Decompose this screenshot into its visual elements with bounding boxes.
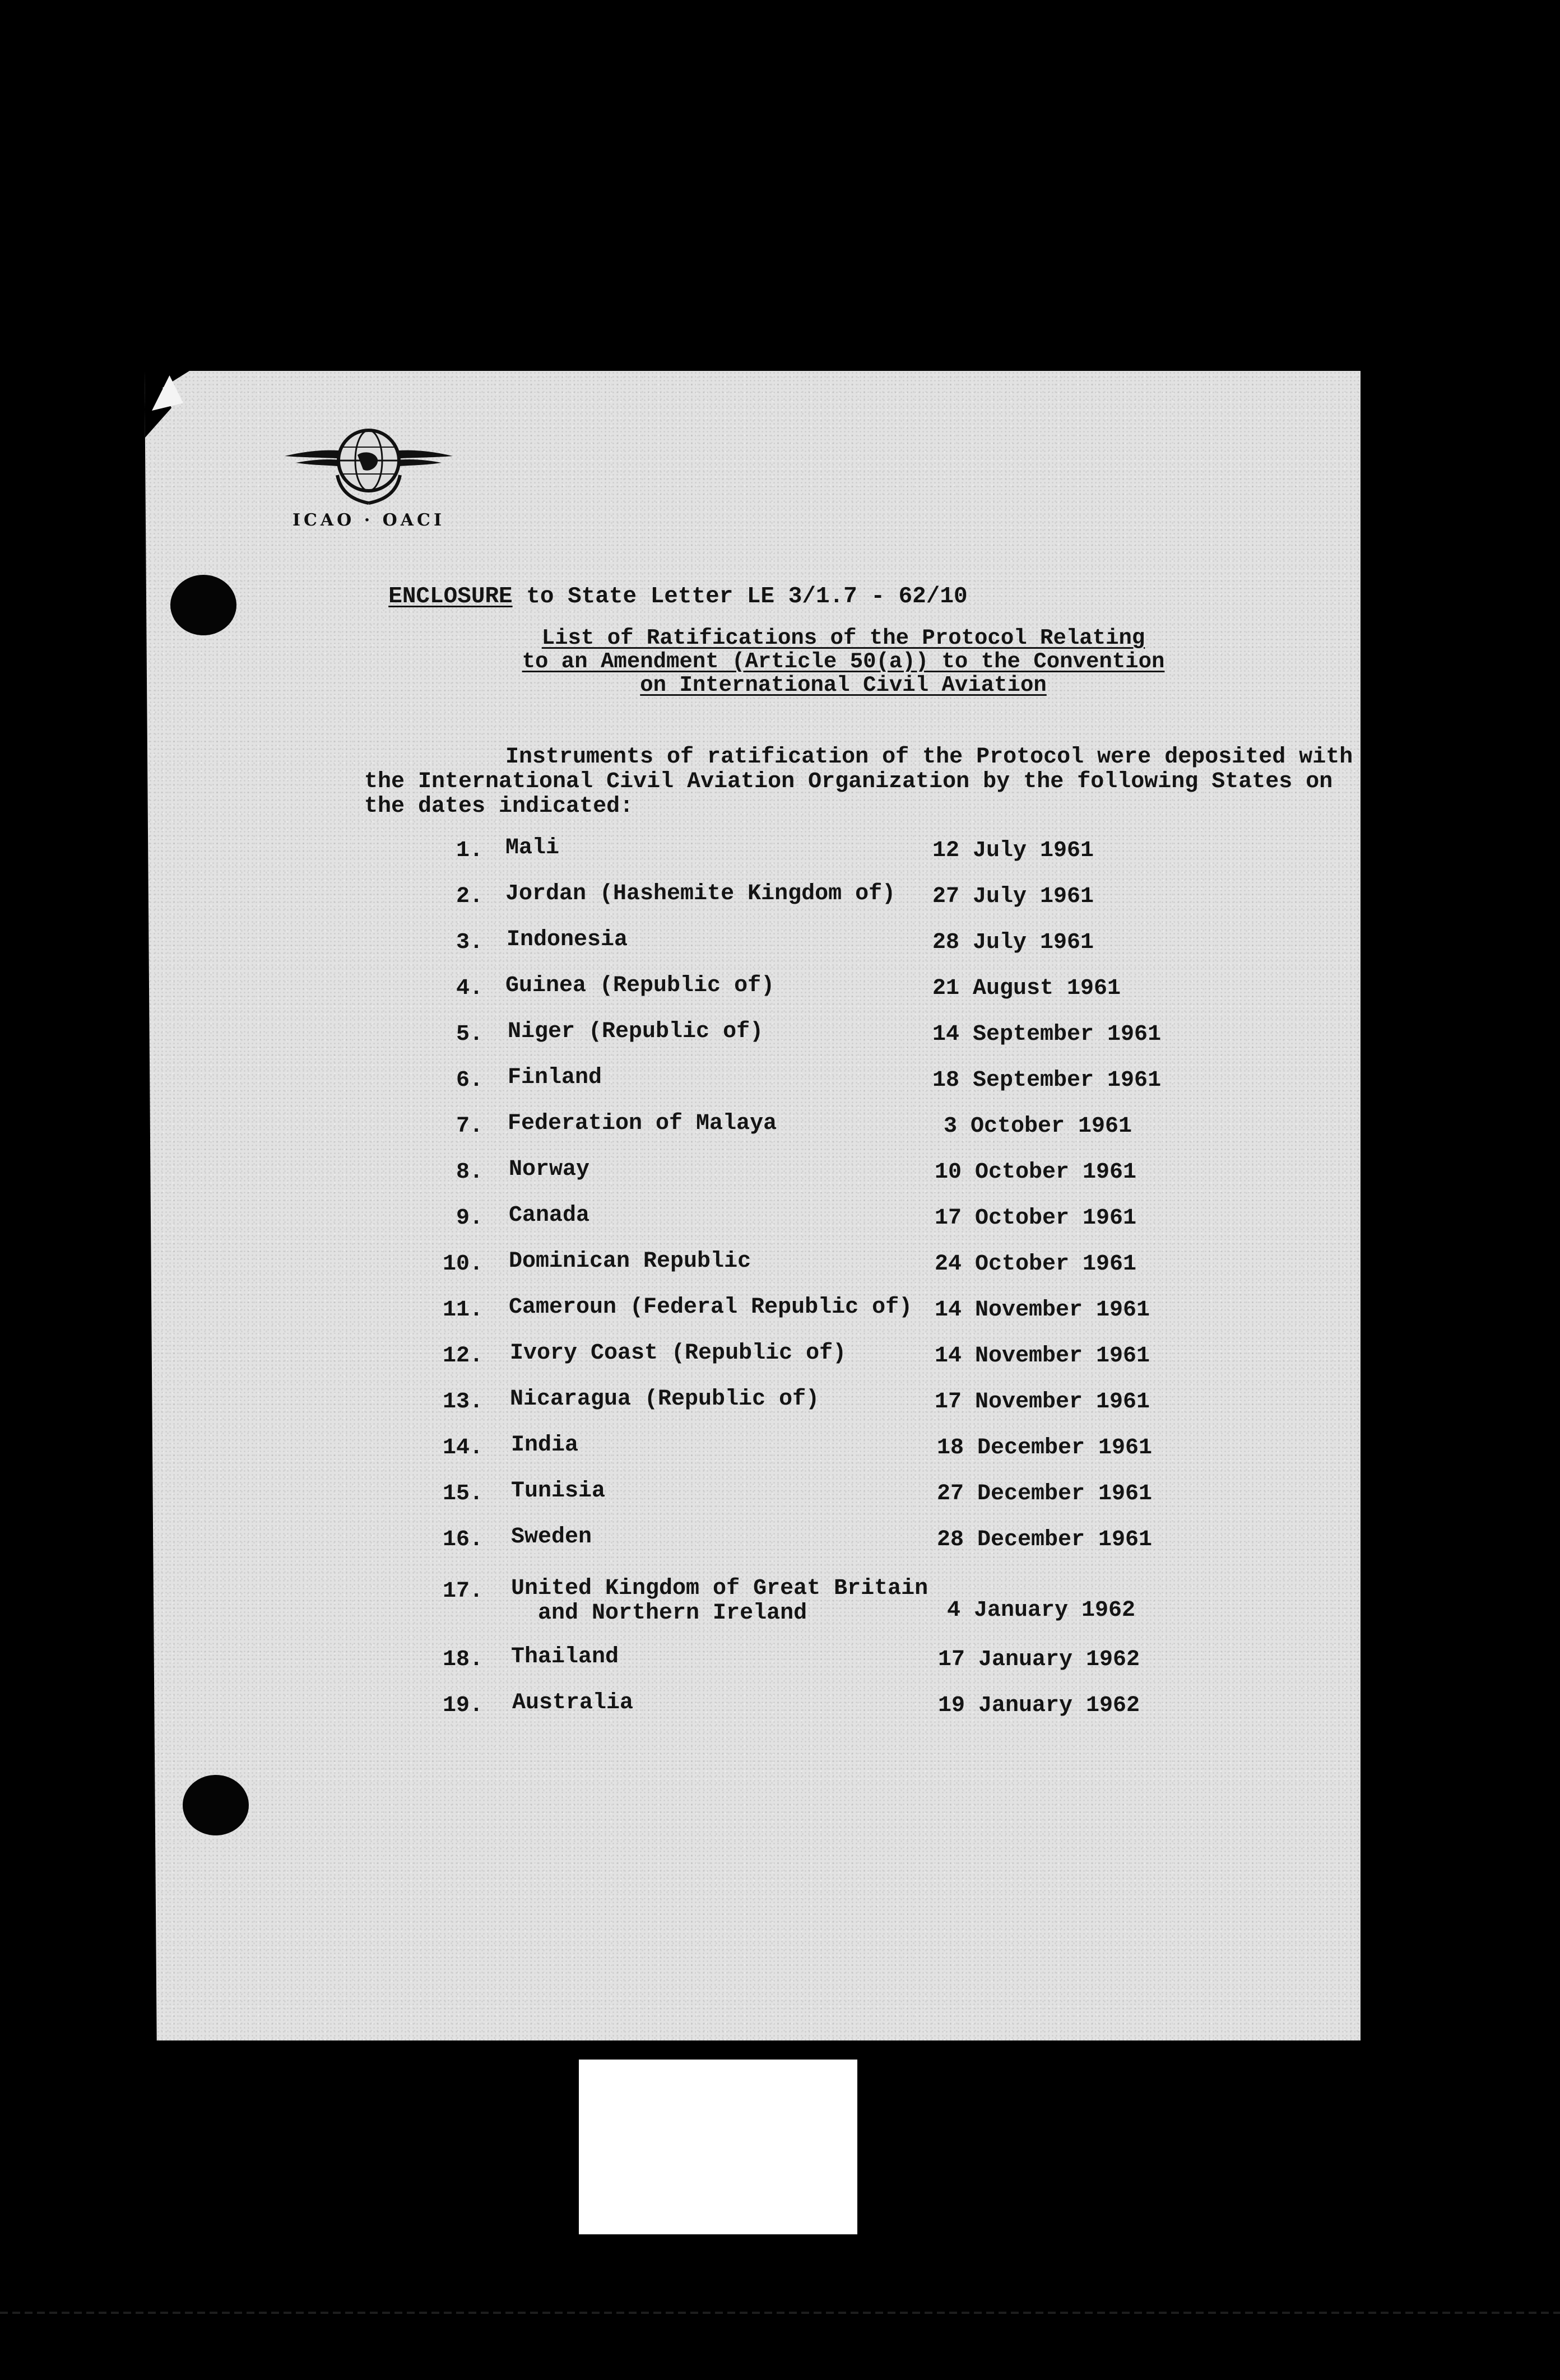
state-name: Tunisia bbox=[511, 1479, 606, 1504]
ratification-date: 4 January 1962 bbox=[947, 1598, 1136, 1623]
ratification-date: 27 December 1961 bbox=[937, 1481, 1153, 1507]
intro-line-3: the dates indicated: bbox=[364, 794, 634, 819]
ratification-date: 27 July 1961 bbox=[932, 884, 1094, 909]
state-name: Dominican Republic bbox=[509, 1249, 751, 1274]
item-number: 12. bbox=[442, 1344, 483, 1369]
ratification-date: 18 December 1961 bbox=[937, 1435, 1153, 1461]
logo-lettering: ICAO · OACI bbox=[292, 510, 445, 530]
ratification-date: 12 July 1961 bbox=[932, 838, 1094, 863]
item-number: 18. bbox=[442, 1647, 483, 1672]
punch-hole-top bbox=[170, 575, 236, 635]
state-letter-reference: to State Letter LE 3/1.7 - 62/10 bbox=[512, 584, 968, 610]
ratification-date: 10 October 1961 bbox=[935, 1160, 1137, 1185]
item-number: 17. bbox=[442, 1579, 483, 1604]
item-number: 10. bbox=[442, 1252, 483, 1277]
state-name: Ivory Coast (Republic of) bbox=[510, 1341, 847, 1366]
item-number: 4. bbox=[456, 976, 483, 1001]
state-name: Guinea (Republic of) bbox=[505, 973, 775, 998]
ratification-date: 17 November 1961 bbox=[935, 1389, 1150, 1415]
item-number: 13. bbox=[442, 1389, 483, 1415]
ratification-date: 18 September 1961 bbox=[932, 1068, 1162, 1093]
intro-line-1: Instruments of ratification of the Protocol were deposited with bbox=[505, 745, 1353, 770]
state-name: Thailand bbox=[511, 1644, 619, 1670]
state-name: Nicaragua (Republic of) bbox=[510, 1387, 820, 1412]
ratification-date: 3 October 1961 bbox=[944, 1114, 1132, 1139]
item-number: 14. bbox=[442, 1435, 483, 1461]
item-number: 19. bbox=[442, 1693, 483, 1718]
ratification-date: 17 January 1962 bbox=[938, 1647, 1140, 1672]
item-number: 3. bbox=[456, 930, 483, 955]
item-number: 16. bbox=[442, 1527, 483, 1552]
intro-paragraph bbox=[364, 745, 1353, 819]
state-name: Norway bbox=[509, 1157, 590, 1182]
state-name: United Kingdom of Great Britain and Northern Ireland bbox=[511, 1576, 928, 1626]
enclosure-line bbox=[361, 563, 968, 608]
ratification-date: 17 October 1961 bbox=[935, 1206, 1137, 1231]
icao-emblem-logo bbox=[279, 421, 458, 533]
ratification-date: 19 January 1962 bbox=[938, 1693, 1140, 1718]
state-name: Finland bbox=[508, 1065, 602, 1090]
item-number: 6. bbox=[456, 1068, 483, 1093]
document-page bbox=[145, 371, 1361, 2040]
title-line-1: List of Ratifications of the Protocol Relating bbox=[541, 626, 1145, 650]
ratification-date: 24 October 1961 bbox=[935, 1252, 1137, 1277]
enclosure-label: ENCLOSURE bbox=[388, 584, 513, 610]
blank-white-card bbox=[579, 2060, 857, 2234]
state-name: Indonesia bbox=[507, 927, 628, 952]
ratification-date: 28 December 1961 bbox=[937, 1527, 1153, 1552]
ratification-date: 14 November 1961 bbox=[935, 1344, 1150, 1369]
state-name: Jordan (Hashemite Kingdom of) bbox=[505, 881, 896, 907]
title-line-2: to an Amendment (Article 50(a)) to the Convention bbox=[522, 649, 1165, 674]
ratification-date: 21 August 1961 bbox=[932, 976, 1121, 1001]
item-number: 1. bbox=[456, 838, 483, 863]
item-number: 2. bbox=[456, 884, 483, 909]
item-number: 7. bbox=[456, 1114, 483, 1139]
item-number: 5. bbox=[456, 1022, 483, 1047]
state-name: Australia bbox=[512, 1690, 634, 1716]
ratification-date: 28 July 1961 bbox=[932, 930, 1094, 955]
document-title bbox=[521, 626, 1166, 697]
state-name: Federation of Malaya bbox=[508, 1111, 777, 1136]
item-number: 15. bbox=[442, 1481, 483, 1507]
state-name: Canada bbox=[509, 1203, 590, 1228]
punch-hole-bottom bbox=[183, 1775, 249, 1835]
ratification-date: 14 November 1961 bbox=[935, 1298, 1150, 1323]
state-name: Mali bbox=[505, 835, 560, 861]
intro-line-2: the International Civil Aviation Organization by the following States on bbox=[364, 769, 1333, 794]
state-name: Sweden bbox=[511, 1524, 592, 1550]
state-name: Niger (Republic of) bbox=[508, 1019, 764, 1044]
state-name: Cameroun (Federal Republic of) bbox=[509, 1295, 913, 1320]
state-name: India bbox=[511, 1433, 579, 1458]
title-line-3: on International Civil Aviation bbox=[640, 673, 1047, 698]
ratification-date: 14 September 1961 bbox=[932, 1022, 1162, 1047]
item-number: 11. bbox=[442, 1298, 483, 1323]
item-number: 8. bbox=[456, 1160, 483, 1185]
scan-artifact-line bbox=[0, 2312, 1560, 2314]
item-number: 9. bbox=[456, 1206, 483, 1231]
